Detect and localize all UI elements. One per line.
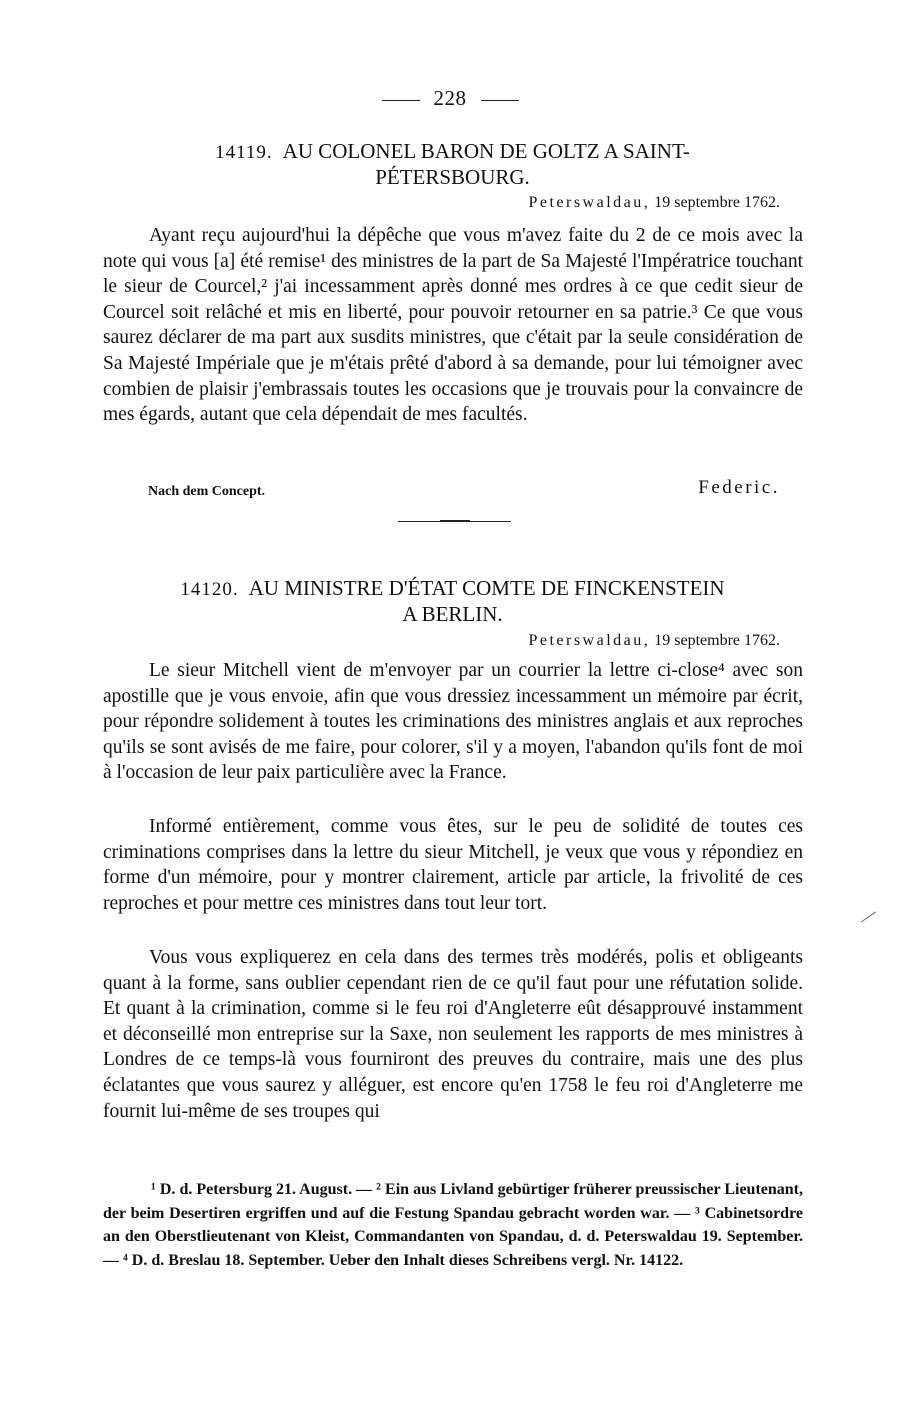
letter1-title xyxy=(100,139,805,190)
letter1-date: 19 septembre 1762. xyxy=(654,194,780,211)
header-dash-right xyxy=(481,100,519,101)
letter1-title-line2: PÉTERSBOURG. xyxy=(375,165,530,189)
letter1-title-line1: AU COLONEL BARON DE GOLTZ A SAINT- xyxy=(282,139,690,163)
letter1-dateline xyxy=(528,194,780,212)
letter2-number: 14120. xyxy=(180,579,239,600)
letter1-signature: Federic. xyxy=(698,477,780,498)
letter2-paragraph-3: Vous vous expliquerez en cela dans des termes très modérés, polis et obligeants quant à la forme, sans oublier cependant rien de ce qu'il faut pour une réfutation solide. Et quant à la crimination, comme si le feu roi d'Angleterre eût désapprouvé instamment et déconseillé mon entreprise sur la Saxe, non seulement les rapports de mes ministres à Londres de ce temps-là vous fourniront des preuves du contraire, mais une des plus éclatantes que vous saurez y alléguer, est encore qu'en 1758 le feu roi d'Angleterre me fournit lui-même de ses troupes qui xyxy=(103,947,803,1122)
letter2-date: 19 septembre 1762. xyxy=(654,632,780,649)
letter1-body: Ayant reçu aujourd'hui la dépêche que vous m'avez faite du 2 de ce mois avec la note qui vous [a] été remise¹ des ministres de la part de Sa Majesté l'Impératrice touchant le sieur de Courcel,² j'ai incessamment après donné mes ordres à ce que cedit sieur de Courcel soit relâché et mis en liberté, pour pouvoir retourner en sa patrie.³ Ce que vous saurez déclarer de ma part aux susdits ministres, que c'était par la seule considération de Sa Majesté Impériale que je m'étais prêté d'abord à sa demande, pour lui témoigner avec combien de plaisir j'embrassais toutes les occasions que je trouvais pour la convaincre de mes égards, autant que cela dépendait de mes facultés. xyxy=(103,225,803,426)
section-divider-center xyxy=(440,520,470,522)
letter2-title-line1: AU MINISTRE D'ÉTAT COMTE DE FINCKENSTEIN xyxy=(248,576,725,600)
letter1-place: Peterswaldau, xyxy=(528,194,651,211)
letter1-number: 14119. xyxy=(215,142,273,163)
margin-pencil-mark xyxy=(861,911,885,935)
letter2-dateline xyxy=(528,632,780,650)
letter2-title xyxy=(100,576,805,627)
footnotes xyxy=(103,1178,803,1272)
letter2-title-line2: A BERLIN. xyxy=(402,602,503,626)
letter2-paragraph-1: Le sieur Mitchell vient de m'envoyer par un courrier la lettre ci-close⁴ avec son apostille que je vous envoie, afin que vous dressiez incessamment un mémoire par écrit, pour répondre solidement à toutes les criminations des ministres anglais et aux reproches qu'ils se sont avisés de me faire, pour colorer, s'il y a moyen, l'abandon qu'ils font de moi à l'occasion de leur paix particulière avec la France. xyxy=(103,660,803,784)
letter1-source: Nach dem Concept. xyxy=(148,484,266,499)
header-dash-left xyxy=(382,100,420,101)
page-number: 228 xyxy=(433,86,467,110)
footnote-text: ¹ D. d. Petersburg 21. August. — ² Ein aus Livland gebürtiger früherer preussischer Lieutenant, der beim Desertiren ergriffen und auf die Festung Spandau gebracht worden war. — ³ Cabinetsordre an den Oberstlieutenant von Kleist, Commandanten von Spandau, d. d. Peterswaldau 19. September. — ⁴ D. d. Breslau 18. September. Ueber den Inhalt dieses Schreibens vergl. Nr. 14122. xyxy=(103,1181,803,1269)
letter2-paragraph-2: Informé entièrement, comme vous êtes, sur le peu de solidité de toutes ces criminations comprises dans la lettre du sieur Mitchell, je veux que vous y répondiez en forme d'un mémoire, pour y montrer clairement, article par article, la frivolité de ces reproches et pour mettre ces ministres dans tout leur tort. xyxy=(103,816,803,914)
letter2-place: Peterswaldau, xyxy=(528,632,651,649)
page-header xyxy=(0,86,900,111)
